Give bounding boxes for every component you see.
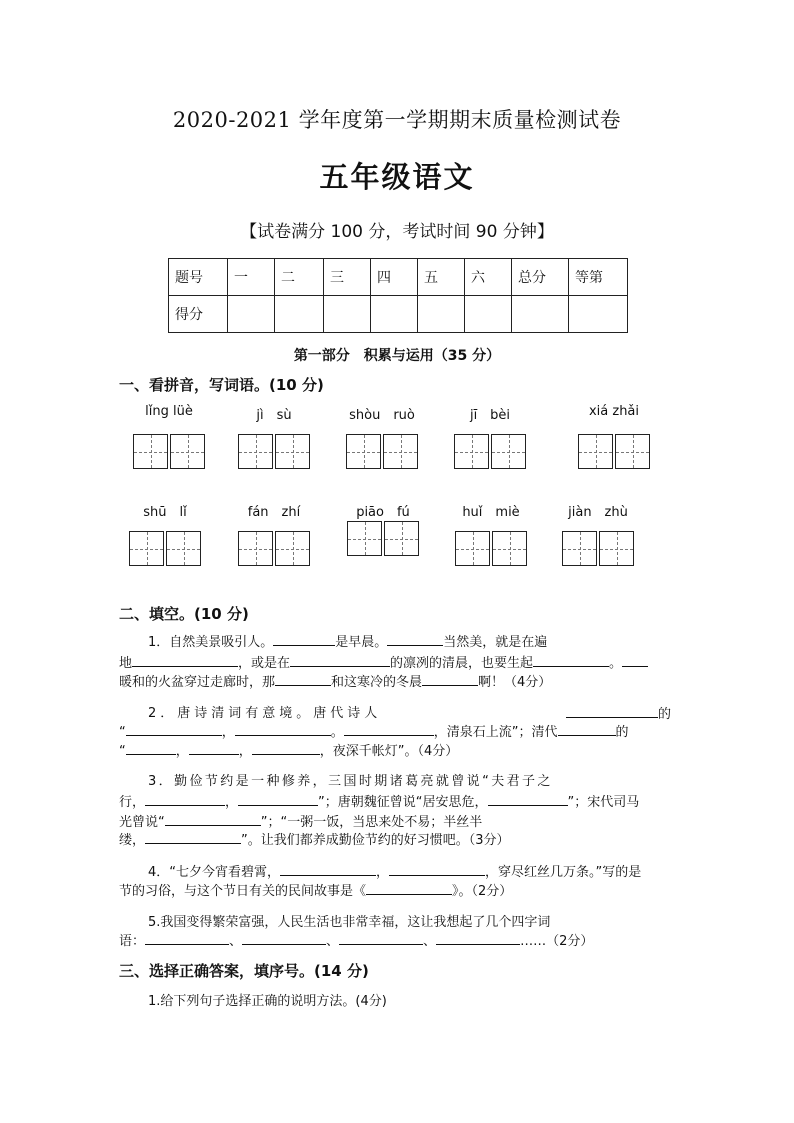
writing-box[interactable] (615, 434, 650, 469)
writing-box[interactable] (383, 434, 418, 469)
answer-blank[interactable] (366, 880, 452, 895)
score-cell: 三 (324, 259, 371, 296)
writing-box[interactable] (562, 531, 597, 566)
score-input-cell[interactable] (275, 296, 324, 333)
score-table (168, 258, 628, 333)
text: 节的习俗，与这个节日有关的民间故事是《 (119, 884, 367, 899)
score-input-cell[interactable] (512, 296, 569, 333)
text: 的 (615, 725, 629, 740)
answer-blank[interactable] (622, 652, 648, 667)
score-input-cell[interactable] (228, 296, 275, 333)
pinyin-item (553, 501, 643, 566)
writing-box[interactable] (454, 434, 489, 469)
pinyin-item (446, 501, 536, 566)
score-cell: 等第 (569, 259, 628, 296)
pinyin-text: shòu ruò (349, 408, 415, 423)
text: ，或是在 (238, 656, 291, 671)
text: 、 (229, 934, 243, 949)
writing-box[interactable] (455, 531, 490, 566)
writing-box[interactable] (129, 531, 164, 566)
score-input-cell[interactable] (465, 296, 512, 333)
text: ， (175, 744, 189, 759)
answer-blank[interactable] (344, 721, 434, 736)
answer-blank[interactable] (145, 829, 241, 844)
text: ，穿尽红丝几万条。”写的是 (485, 865, 642, 880)
q5-line2 (119, 930, 679, 952)
score-cell: 五 (418, 259, 465, 296)
pinyin-item (229, 404, 319, 469)
score-table-header-row (169, 259, 628, 296)
q3-line1 (148, 771, 678, 792)
writing-box[interactable] (384, 521, 419, 556)
text: ，清泉石上流”；清代 (433, 725, 558, 740)
text: 、 (326, 934, 340, 949)
answer-blank[interactable] (126, 721, 222, 736)
answer-blank[interactable] (238, 791, 318, 806)
pinyin-item (445, 404, 535, 469)
answer-blank[interactable] (242, 930, 326, 945)
pinyin-item (229, 501, 319, 566)
pinyin-item (338, 501, 428, 556)
text: ”；唐朝魏征曾说“居安思危， (318, 795, 488, 810)
writing-box[interactable] (166, 531, 201, 566)
pinyin-text: jì sù (256, 408, 292, 423)
pinyin-text: jī bèi (469, 408, 511, 423)
pinyin-text: shū lǐ (143, 505, 187, 520)
pinyin-item (120, 501, 210, 566)
answer-blank[interactable] (145, 930, 229, 945)
text: 1．自然美景吸引人。 (148, 635, 274, 650)
exam-title: 2020-2021 学年度第一学期期末质量检测试卷 (172, 108, 622, 132)
q4-line2 (119, 880, 679, 902)
q1-line1 (148, 631, 708, 653)
text: ……（2分） (520, 934, 594, 949)
answer-blank[interactable] (132, 652, 238, 667)
text: 5.我国变得繁荣富强，人民生活也非常幸福，这让我想起了几个四字词 (148, 915, 551, 930)
score-input-cell[interactable] (569, 296, 628, 333)
text: ”；“一粥一饭，当思来处不易；半丝半 (260, 815, 483, 830)
text: 当然美，就是在遍 (443, 635, 548, 650)
writing-box[interactable] (492, 531, 527, 566)
q3-line2 (119, 791, 679, 813)
answer-blank[interactable] (273, 631, 335, 646)
pinyin-text: huǐ miè (462, 505, 520, 520)
answer-blank[interactable] (290, 652, 390, 667)
section3-q1 (148, 991, 708, 1012)
writing-box[interactable] (578, 434, 613, 469)
q1-line3 (119, 671, 679, 693)
q3-line4 (119, 829, 679, 851)
answer-blank[interactable] (126, 740, 176, 755)
text: ， (225, 795, 239, 810)
section1-title: 一、看拼音，写词语。(10 分) (119, 376, 324, 394)
text: 啊！（4分） (478, 675, 552, 690)
answer-blank[interactable] (145, 791, 225, 806)
text: 光曾说“ (119, 815, 165, 830)
text: 缕， (119, 833, 146, 848)
text: 。 (609, 656, 623, 671)
text: ， (238, 744, 252, 759)
q2-line3 (119, 740, 679, 762)
score-input-cell[interactable] (371, 296, 418, 333)
answer-blank[interactable] (165, 811, 261, 826)
section3-title: 三、选择正确答案，填序号。(14 分) (119, 962, 369, 980)
text: 暖和的火盆穿过走廊时，那 (119, 675, 276, 690)
text: 4．“七夕今宵看碧霄， (148, 865, 281, 880)
text: 1.给下列句子选择正确的说明方法。(4分) (148, 994, 387, 1009)
answer-blank[interactable] (275, 671, 331, 686)
writing-box[interactable] (238, 434, 273, 469)
answer-blank[interactable] (189, 740, 239, 755)
writing-box[interactable] (347, 521, 382, 556)
text: 语： (119, 934, 146, 949)
writing-box[interactable] (275, 434, 310, 469)
writing-box[interactable] (599, 531, 634, 566)
text: “ (119, 725, 126, 740)
answer-blank[interactable] (339, 930, 423, 945)
pinyin-text: lǐng lüè (145, 404, 193, 419)
text: 地 (119, 656, 133, 671)
text: 是早晨。 (335, 635, 388, 650)
answer-blank[interactable] (389, 861, 485, 876)
answer-blank[interactable] (533, 652, 609, 667)
pinyin-item (337, 404, 427, 469)
text: ”。让我们都养成勤俭节约的好习惯吧。（3分） (241, 833, 510, 848)
writing-box[interactable] (170, 434, 205, 469)
text: ，夜深千帐灯”。（4分） (319, 744, 459, 759)
text: 3．勤俭节约是一种修养，三国时期诸葛亮就曾说“夫君子之 (148, 774, 553, 789)
part-title: 第一部分 积累与运用（35 分） (293, 348, 501, 364)
score-table-score-row (169, 296, 628, 333)
text: ， (376, 865, 390, 880)
text: 》。（2分） (452, 884, 513, 899)
answer-blank[interactable] (422, 671, 478, 686)
writing-box[interactable] (491, 434, 526, 469)
text: ， (221, 725, 235, 740)
text: “ (119, 744, 126, 759)
answer-blank[interactable] (252, 740, 320, 755)
answer-blank[interactable] (436, 930, 520, 945)
score-cell: 总分 (512, 259, 569, 296)
pinyin-text: jiàn zhù (568, 505, 628, 520)
text: ”；宋代司马 (567, 795, 640, 810)
answer-blank[interactable] (566, 703, 658, 718)
score-cell: 一 (228, 259, 275, 296)
answer-blank[interactable] (235, 721, 331, 736)
text: 2．唐诗清词有意境。唐代诗人 (148, 706, 382, 721)
section2-title: 二、填空。(10 分) (119, 605, 249, 623)
subject-title: 五年级语文 (319, 160, 475, 194)
text: 和这寒冷的冬晨 (331, 675, 423, 690)
score-cell: 题号 (169, 259, 228, 296)
score-cell: 二 (275, 259, 324, 296)
answer-blank[interactable] (280, 861, 376, 876)
score-cell: 四 (371, 259, 418, 296)
pinyin-item (569, 404, 659, 469)
writing-box[interactable] (275, 531, 310, 566)
text: 的 (658, 707, 672, 722)
exam-note: 【试卷满分 100 分，考试时间 90 分钟】 (240, 222, 554, 242)
text: 的凛冽的清晨，也要生起 (390, 656, 534, 671)
score-cell: 六 (465, 259, 512, 296)
pinyin-text: fán zhí (247, 505, 301, 520)
pinyin-text: xiá zhǎi (588, 404, 640, 419)
writing-box[interactable] (238, 531, 273, 566)
text: 行， (119, 795, 146, 810)
score-input-cell[interactable] (418, 296, 465, 333)
score-cell: 得分 (169, 296, 228, 333)
answer-blank[interactable] (387, 631, 443, 646)
answer-blank[interactable] (488, 791, 568, 806)
score-input-cell[interactable] (324, 296, 371, 333)
pinyin-item (124, 404, 214, 469)
answer-blank[interactable] (558, 721, 616, 736)
pinyin-text: piāo fú (356, 505, 410, 520)
writing-box[interactable] (346, 434, 381, 469)
writing-box[interactable] (133, 434, 168, 469)
text: 、 (423, 934, 437, 949)
text: 。 (330, 725, 344, 740)
